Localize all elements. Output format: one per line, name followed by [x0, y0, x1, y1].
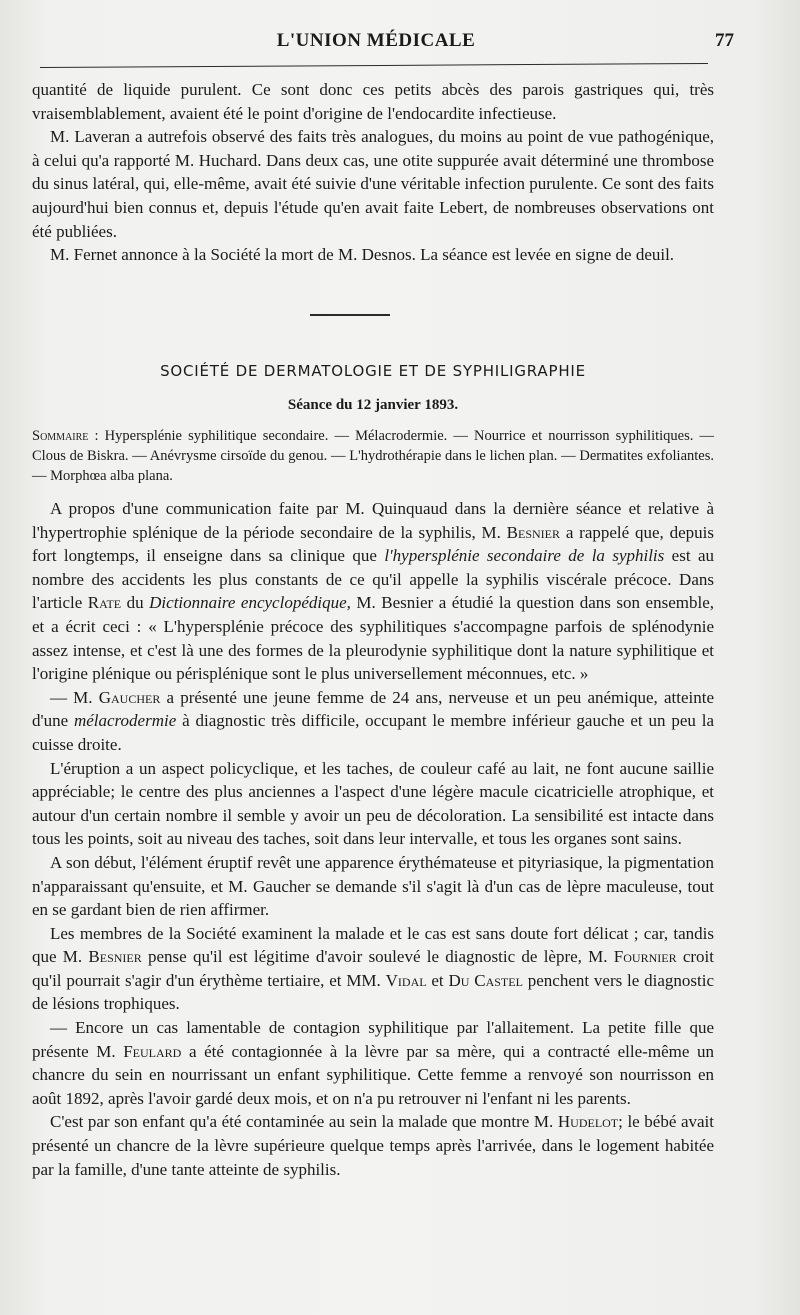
page-header [32, 30, 734, 58]
paragraph: M. Laveran a autrefois observé des faits très analogues, du moins au point de vue pathogénique, à celui qu'a rapporté M. Huchard. Dans deux cas, une otite suppurée avait déterminé une thrombose du sinus latéral, qui, elle-même, avait été suivie d'une véritable infection purulente. Ce sont des faits aujourd'hui bien connus et, depuis l'étude qu'en avait faite Lebert, de nombreuses observations ont été publiées. [32, 127, 714, 241]
paragraph [32, 1016, 714, 1110]
author-name: Vidal [385, 970, 427, 990]
text-run: croit qu'il pourrait s'agir d'un érythème tertiaire, et MM. [32, 947, 714, 990]
paragraph: quantité de liquide purulent. Ce sont donc ces petits abcès des parois gastriques qui, très vraisemblablement, avaient été le point d'origine de l'endocardite infectieuse. [32, 80, 714, 123]
text-run: est au nombre des accidents les plus constants de ce qu'il appelle la syphilis viscérale précoce. Dans l'article [32, 546, 714, 613]
author-name: Du Castel [448, 970, 523, 990]
author-name: Besnier [88, 947, 142, 967]
author-name: Hudelot [557, 1112, 619, 1132]
text-run: Les membres de la Société examinent la malade et le cas est sans doute fort délicat ; car, tandis que M. [32, 923, 714, 967]
text-run: a présenté une jeune femme de 24 ans, nerveuse et un peu anémique, atteinte d'une [32, 687, 714, 731]
running-title: L'UNION MÉDICALE [276, 30, 476, 51]
page-number: 77 [715, 30, 734, 51]
text-run: A propos d'une communication faite par M. Quinquaud dans la dernière séance et relative à l'hypertrophie splénique de la période secondaire de la syphilis, M. [32, 499, 714, 542]
text-run: a été contagionnée à la lèvre par sa mère, qui a contracté elle-même un chancre du sein en nourrissant un enfant syphilitique. Cette femme a renvoyé son nourrisson en août 1892, après l'avoir gardé deux mois, et on n'a pu retrouver ni l'enfant ni les parents. [32, 1041, 714, 1108]
text-run: du [121, 593, 150, 613]
continuation-text [32, 78, 714, 267]
author-name: Besnier [506, 522, 561, 542]
italic-term: Dictionnaire encyclopédique, [149, 593, 351, 613]
text-run: — Encore un cas lamentable de contagion syphilitique par l'allaitement. La petite fille que présente M. [32, 1018, 714, 1061]
text-run: M. Besnier a étudié la question dans son ensemble, et a écrit ceci : « L'hypersplénie précoce des syphilitiques s'accompagne parfois de splénodynie assez intense, et c'est là une des formes de la pleurodynie syphilitique dont la nature syphilitique et l'origine plénique ou périsplénique sont le plus universellement méconnues, etc. » [32, 593, 714, 684]
text-run: a rappelé que, depuis fort longtemps, il enseigne dans sa clinique que [32, 522, 714, 566]
article-name: Rate [87, 593, 122, 613]
paragraph: L'éruption a un aspect policyclique, et les taches, de couleur café au lait, ne font aucune saillie appréciable; le centre des plus anciennes a l'aspect d'une légère macule cicatricielle atrophique, et autour d'un certain nombre il semble y avoir un peu de décoloration. La sensibilité est intacte dans tous les points, soit au niveau des taches, soit dans leur intervalle, et tous les organes sont sains. [32, 758, 714, 849]
text-run: penchent vers le diagnostic de lésions trophiques. [32, 970, 714, 1014]
text-run: C'est par son enfant qu'a été contaminée au sein la malade que montre M. [50, 1112, 558, 1132]
text-run: ; le bébé avait présenté un chancre de la lèvre supérieure quelque temps après l'arrivée, dans le logement habitée par la famille, d'une tante atteinte de syphilis. [32, 1112, 715, 1179]
text-run: à diagnostic très difficile, occupant le membre inférieur gauche et un peu la cuisse droite. [32, 711, 714, 754]
sommaire [32, 427, 714, 486]
paragraph [32, 497, 714, 686]
italic-term: l'hypersplénie secondaire de la syphilis [384, 546, 665, 566]
author-name: Feulard [123, 1041, 182, 1061]
seance-date: Séance du 12 janvier 1893. [287, 397, 459, 413]
paragraph [32, 686, 714, 757]
section-divider [310, 314, 390, 316]
text-run: — M. [50, 687, 99, 707]
main-text [32, 497, 714, 1181]
header-rule [40, 63, 708, 68]
paragraph [32, 922, 714, 1016]
paragraph: M. Fernet annonce à la Société la mort de M. Desnos. La séance est levée en signe de deuil. [50, 245, 675, 265]
section-title: SOCIÉTÉ DE DERMATOLOGIE ET DE SYPHILIGRAPHIE [160, 362, 586, 380]
author-name: Gaucher [98, 687, 161, 707]
paragraph [32, 1110, 714, 1181]
author-name: Fournier [613, 947, 677, 967]
sommaire-text: : Hypersplénie syphilitique secondaire. — Mélacrodermie. — Nourrice et nourrisson syphilitiques. — Clous de Biskra. — Anévrysme cirsoïde du genou. — L'hydrothérapie dans le lichen plan. — Dermatites exfoliantes. — Morphœa alba plana. [32, 428, 714, 484]
text-run: pense qu'il est légitime d'avoir soulevé le diagnostic de lèpre, M. [141, 947, 614, 967]
paragraph: A son début, l'élément éruptif revêt une apparence érythémateuse et pityriasique, la pigmentation n'apparaissant qu'ensuite, et M. Gaucher se demande s'il s'agit là d'un cas de lèpre maculeuse, tout en se gardant bien de rien affirmer. [32, 852, 714, 920]
sommaire-label: Sommaire [32, 428, 89, 444]
text-run: et [426, 970, 449, 990]
italic-term: mélacrodermie [73, 711, 177, 731]
